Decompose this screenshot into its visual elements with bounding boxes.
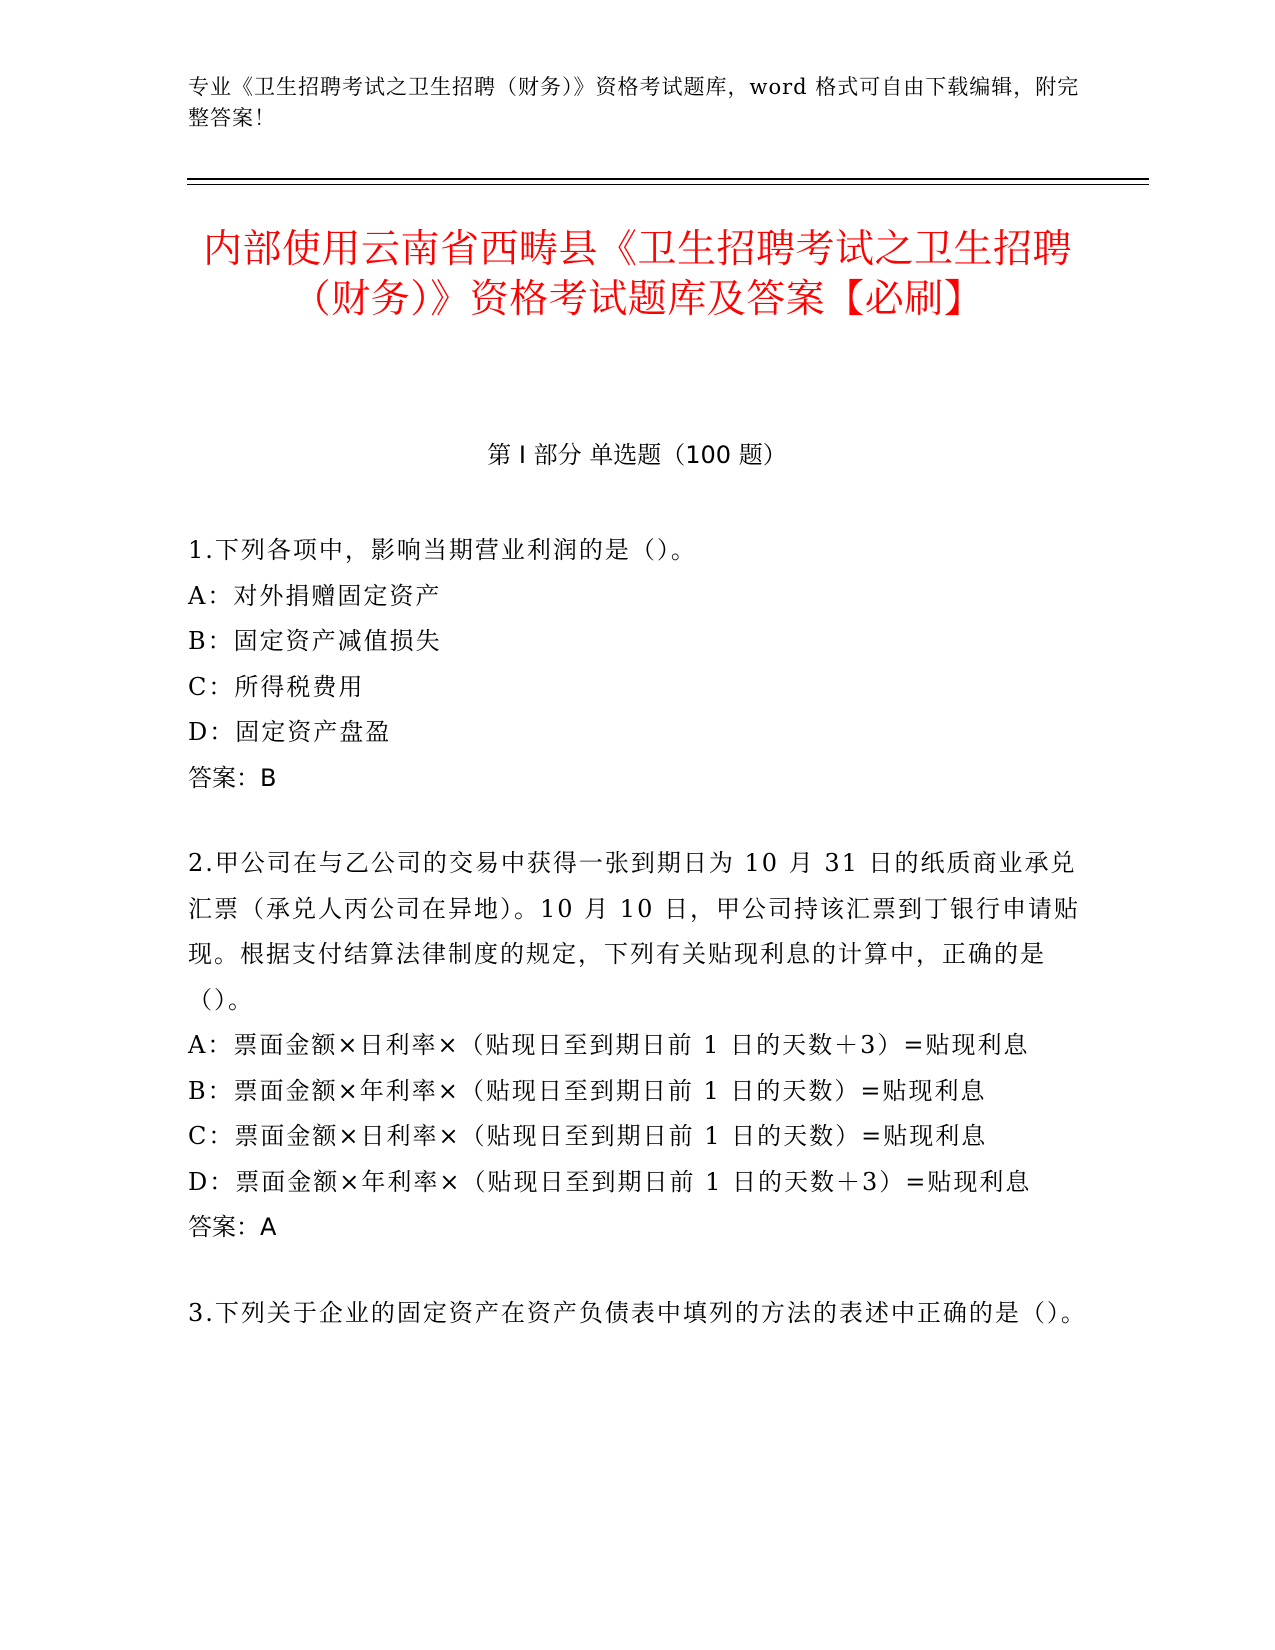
option-a: A：对外捐赠固定资产	[188, 581, 442, 610]
question-stem: 2.甲公司在与乙公司的交易中获得一张到期日为 10 月 31 日的纸质商业承兑汇票（承兑人丙公司在异地）。10 月 10 日，甲公司持该汇票到丁银行申请贴现。根据支付结算法律制度的规定，下列有关贴现利息的计算中，正确的是（）。	[188, 849, 1080, 1014]
option-d: D：票面金额×年利率×（贴现日至到期日前 1 日的天数＋3）=贴现利息	[188, 1167, 1032, 1196]
header-divider-thin	[187, 184, 1149, 185]
option-b: B：固定资产减值损失	[188, 627, 442, 655]
question-1	[188, 528, 1088, 801]
header-note: 专业《卫生招聘考试之卫生招聘（财务）》资格考试题库，word 格式可自由下载编辑，附完整答案！	[188, 75, 1080, 130]
document-title: 内部使用云南省西畴县《卫生招聘考试之卫生招聘（财务）》资格考试题库及答案【必刷】	[202, 227, 1072, 322]
question-3	[188, 1291, 1088, 1337]
option-b: B：票面金额×年利率×（贴现日至到期日前 1 日的天数）=贴现利息	[188, 1076, 987, 1105]
option-d: D：固定资产盘盈	[188, 718, 392, 746]
header-divider-thick	[187, 178, 1149, 180]
option-c: C：所得税费用	[188, 672, 365, 701]
question-2	[188, 841, 1088, 1251]
question-stem: 3.下列关于企业的固定资产在资产负债表中填列的方法的表述中正确的是（）。	[188, 1298, 1087, 1327]
option-c: C：票面金额×日利率×（贴现日至到期日前 1 日的天数）=贴现利息	[188, 1122, 988, 1150]
question-list	[188, 528, 1088, 1376]
answer: 答案：B	[188, 763, 277, 792]
section-title: 第 I 部分 单选题（100 题）	[487, 441, 787, 469]
option-a: A：票面金额×日利率×（贴现日至到期日前 1 日的天数＋3）=贴现利息	[188, 1031, 1030, 1059]
question-stem: 1.下列各项中，影响当期营业利润的是（）。	[188, 536, 697, 564]
answer: 答案：A	[188, 1213, 277, 1241]
